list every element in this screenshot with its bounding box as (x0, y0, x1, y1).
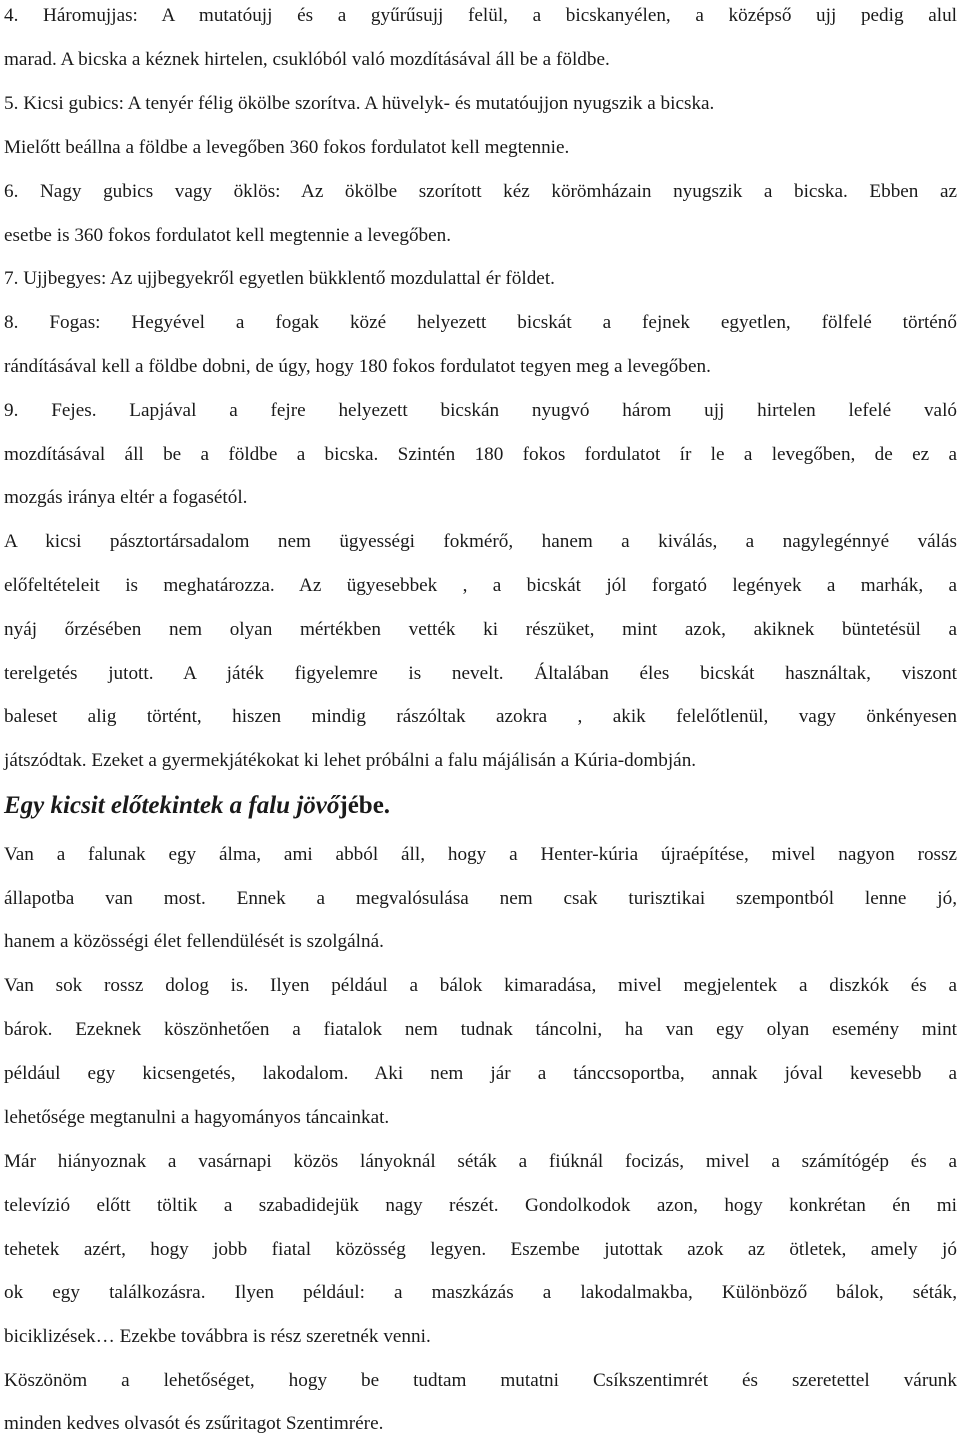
paragraph-line: nyáj őrzésében nem olyan mértékben vették ki részüket, mint azok, akiknek büntetésül a (4, 619, 957, 640)
paragraph-line: hanem a közösségi élet fellendülését is szolgálná. (4, 931, 384, 952)
paragraph-line: Köszönöm a lehetőséget, hogy be tudtam mutatni Csíkszentimrét és szeretettel várunk (4, 1370, 957, 1391)
text-line: 5. Kicsi gubics: A tenyér félig ökölbe szorítva. A hüvelyk- és mutatóujjon nyugszik a bicska. (4, 93, 715, 114)
paragraph-line: tehetek azért, hogy jobb fiatal közösség legyen. Eszembe jutottak azok az ötletek, amely jó (4, 1239, 957, 1260)
paragraph-line: biciklizések… Ezekbe továbbra is rész szeretnék venni. (4, 1326, 431, 1347)
paragraph-line: játszódtak. Ezeket a gyermekjátékokat ki lehet próbálni a falu májálisán a Kúria-dombján. (4, 750, 697, 771)
text-line: mozgás iránya eltér a fogasétól. (4, 487, 248, 508)
paragraph-line: baleset alig történt, hiszen mindig rászóltak azokra , akik felelőtlenül, vagy önkényesen (4, 706, 957, 727)
paragraph-line: Van sok rossz dolog is. Ilyen például a bálok kimaradása, mivel megjelentek a diszkók és a (4, 975, 957, 996)
text-line: rándításával kell a földbe dobni, de úgy, hogy 180 fokos fordulatot tegyen meg a levegőben. (4, 356, 711, 377)
paragraph-line: lehetősége megtanulni a hagyományos táncainkat. (4, 1107, 390, 1128)
text-line: 6. Nagy gubics vagy öklös: Az ökölbe szorított kéz körömházain nyugszik a bicska. Ebben az (4, 181, 957, 202)
text-line: esetbe is 360 fokos fordulatot kell megtennie a levegőben. (4, 225, 452, 246)
text-line: 4. Háromujjas: A mutatóujj és a gyűrűsujj felül, a bicskanyélen, a középső ujj pedig alul (4, 5, 957, 26)
text-line: 8. Fogas: Hegyével a fogak közé helyezett bicskát a fejnek egyetlen, fölfelé történő (4, 312, 957, 333)
paragraph-line: bárok. Ezeknek köszönhetően a fiatalok nem tudnak táncolni, ha van egy olyan esemény mint (4, 1019, 957, 1040)
paragraph-line: minden kedves olvasót és zsűritagot Szentimrére. (4, 1413, 384, 1434)
paragraph-line: ok egy találkozásra. Ilyen például: a maszkázás a lakodalmakba, Különböző bálok, séták, (4, 1282, 957, 1303)
text-line: mozdításával áll be a földbe a bicska. Szintén 180 fokos fordulatot ír le a levegőben, de ez a (4, 444, 957, 465)
text-line: 9. Fejes. Lapjával a fejre helyezett bicskán nyugvó három ujj hirtelen lefelé való (4, 400, 957, 421)
paragraph-line: előfeltételeit is meghatározza. Az ügyesebbek , a bicskát jól forgató legények a marhák, a (4, 575, 957, 596)
paragraph-line: A kicsi pásztortársadalom nem ügyességi fokmérő, hanem a kiválás, a nagylegénnyé válás (4, 531, 957, 552)
paragraph-line: Már hiányoznak a vasárnapi közös lányoknál séták a fiúknál focizás, mivel a számítógép és a (4, 1151, 957, 1172)
paragraph-line: például egy kicsengetés, lakodalom. Aki nem jár a tánccsoportba, annak jóval kevesebb a (4, 1063, 957, 1084)
paragraph-line: Van a falunak egy álma, ami abból áll, hogy a Henter-kúria újraépítése, mivel nagyon rossz (4, 844, 957, 865)
text-line: marad. A bicska a kéznek hirtelen, csuklóból való mozdításával áll be a földbe. (4, 49, 610, 70)
paragraph-line: állapotba van most. Ennek a megvalósulása nem csak turisztikai szempontból lenne jó, (4, 888, 957, 909)
text-line: Mielőtt beállna a földbe a levegőben 360 fokos fordulatot kell megtennie. (4, 137, 570, 158)
heading-italic-part: Egy kicsit előtekintek a falu jövő (4, 792, 340, 819)
heading-normal-part: jébe. (339, 792, 391, 819)
paragraph-line: televízió előtt töltik a szabadidejük nagy részét. Gondolkodok azon, hogy konkrétan én mi (4, 1195, 957, 1216)
text-line: 7. Ujjbegyes: Az ujjbegyekről egyetlen bükklentő mozdulattal ér földet. (4, 268, 555, 289)
section-heading (4, 793, 390, 818)
paragraph-line: terelgetés jutott. A játék figyelemre is nevelt. Általában éles bicskát használtak, viszont (4, 663, 957, 684)
